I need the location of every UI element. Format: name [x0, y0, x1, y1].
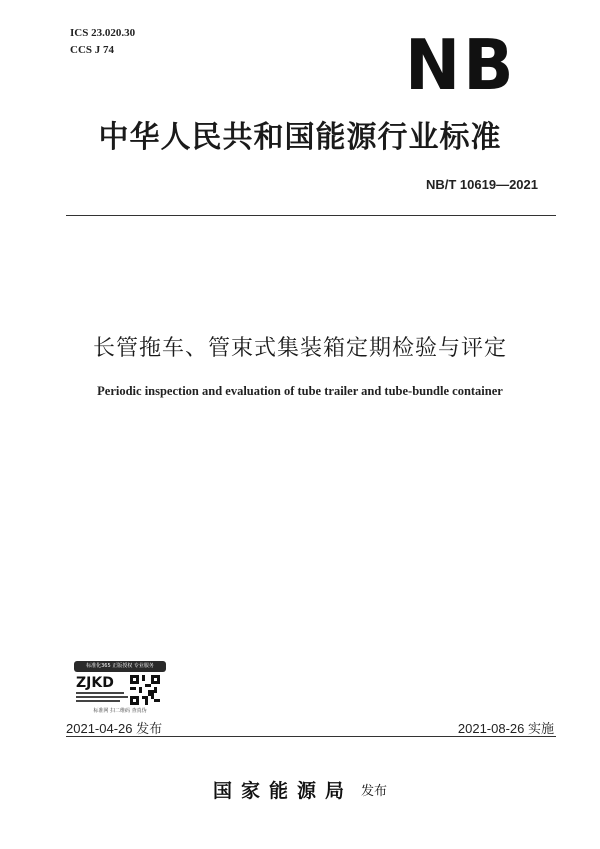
- ccs-code: CCS J 74: [70, 44, 115, 56]
- bottom-divider: [66, 736, 556, 737]
- stamp-fine-print: [76, 692, 128, 704]
- issue-date: 2021-04-26 发布: [66, 721, 163, 736]
- nb-logo: NB: [405, 25, 517, 106]
- stamp-caption: 标准网 扫二维码 查真伪: [93, 708, 147, 714]
- stamp-logo: ZJKD: [76, 675, 114, 691]
- authenticity-stamp: [74, 661, 166, 715]
- ics-code: ICS 23.020.30: [70, 27, 136, 39]
- top-divider: [66, 215, 556, 216]
- issuer-line: [0, 776, 600, 803]
- issuer-suffix: 发布: [361, 784, 388, 799]
- stamp-banner: 标准化365 正版授权 专业服务: [74, 661, 166, 672]
- issuer-name: 国家能源局: [212, 780, 353, 802]
- document-title-chinese: 长管拖车、管束式集装箱定期检验与评定: [92, 336, 507, 361]
- standard-category-title: 中华人民共和国能源行业标准: [98, 120, 502, 155]
- standard-number: NB/T 10619—2021: [425, 177, 538, 192]
- document-title-english: Periodic inspection and evaluation of tube trailer and tube-bundle container: [97, 384, 503, 398]
- implementation-date: 2021-08-26 实施: [457, 721, 554, 736]
- qr-code-icon: [130, 675, 160, 705]
